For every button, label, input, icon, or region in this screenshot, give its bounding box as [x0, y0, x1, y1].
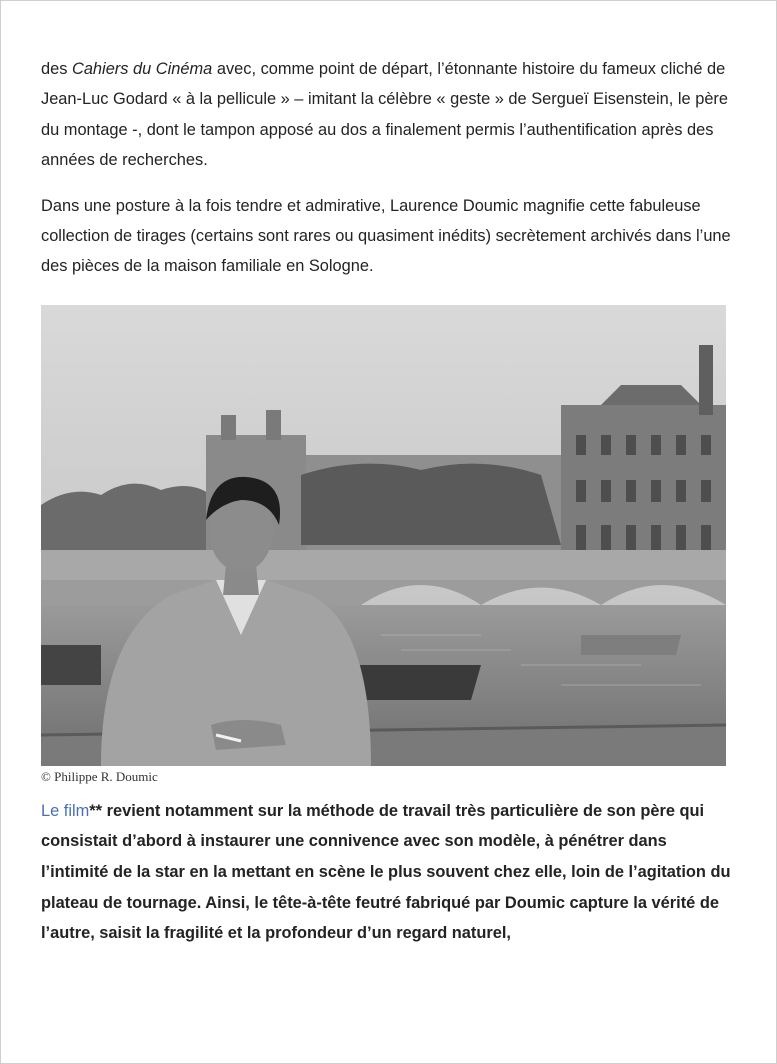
paragraph-1-prefix: des	[41, 60, 72, 78]
article-content	[41, 54, 731, 949]
paragraph-2: Dans une posture à la fois tendre et admirative, Laurence Doumic magnifie cette fabuleuse collection de tirages (certains sont rares ou quasiment inédits) secrètement archivés dans l’une des pièces de la maison familiale en Sologne.	[41, 196, 731, 276]
photo-illustration	[41, 305, 726, 766]
paragraph-1	[41, 54, 731, 176]
photo-caption: © Philippe R. Doumic	[41, 768, 158, 784]
paragraph-1-text: avec, comme point de départ, l’étonnante histoire du fameux cliché de Jean-Luc Godard « à la pellicule » – imitant la célèbre « geste » de Sergueï Eisenstein, le père du montage -, dont le tampon apposé au dos a finalement permis l’authentification après des années de recherches.	[41, 60, 729, 170]
paragraph-1-italic-title: Cahiers du Cinéma	[71, 60, 213, 78]
film-link[interactable]: Le film	[41, 801, 90, 820]
paragraph-3	[41, 796, 731, 949]
article-photo	[41, 305, 726, 766]
paragraph-3-text: ** revient notamment sur la méthode de travail très particulière de son père qui consistait d’abord à instaurer une connivence avec son modèle, à pénétrer dans l’intimité de la star en la mettant en scène le plus souvent chez elle, loin de l’agitation du plateau de tournage. Ainsi, le tête-à-tête feutré fabriqué par Doumic capture la vérité de l’autre, saisit la fragilité et la profondeur d’un regard naturel,	[41, 801, 731, 943]
